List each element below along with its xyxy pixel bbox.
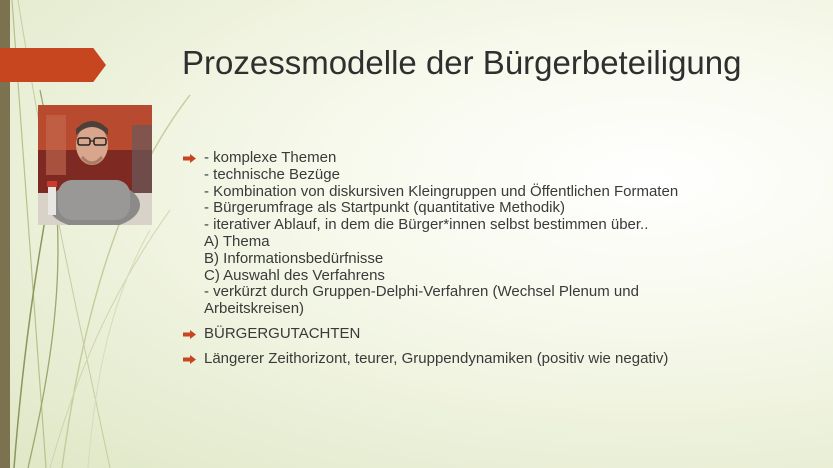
bullet-line: B) Informationsbedürfnisse: [204, 249, 384, 267]
bullet-line: BÜRGERGUTACHTEN: [204, 324, 361, 342]
arrow-bullet-icon: [183, 330, 196, 339]
bullet-line: - verkürzt durch Gruppen-Delphi-Verfahren (Wechsel Plenum und: [204, 283, 639, 301]
arrow-bullet-icon: [183, 154, 196, 163]
bullet-line: Längerer Zeithorizont, teurer, Gruppendynamiken (positiv wie negativ): [204, 349, 669, 367]
bullet-line: - komplexe Themen: [204, 149, 337, 166]
bullet-line: - technische Bezüge: [204, 165, 340, 183]
bullet-line: Arbeitskreisen): [204, 300, 305, 318]
arrow-bullet-icon: [183, 355, 196, 364]
bullet-line: C) Auswahl des Verfahrens: [204, 266, 385, 284]
bullet-item-buergergutachten: [183, 326, 803, 343]
bullet-item-details: [183, 150, 803, 318]
bullet-line: - Kombination von diskursiven Kleingruppen und Öffentlichen Formaten: [204, 182, 679, 200]
title-arrow-marker: [0, 48, 106, 82]
bullet-item-zeithorizont: [183, 351, 803, 368]
bullet-line: A) Thema: [204, 232, 270, 250]
bullet-line: - Bürgerumfrage als Startpunkt (quantitative Methodik): [204, 199, 566, 217]
slide-title: Prozessmodelle der Bürgerbeteiligung: [182, 44, 742, 81]
bullet-line: - iterativer Ablauf, in dem die Bürger*innen selbst bestimmen über..: [204, 216, 649, 234]
speaker-photo: [38, 105, 152, 225]
content-bullet-list: [183, 150, 803, 376]
